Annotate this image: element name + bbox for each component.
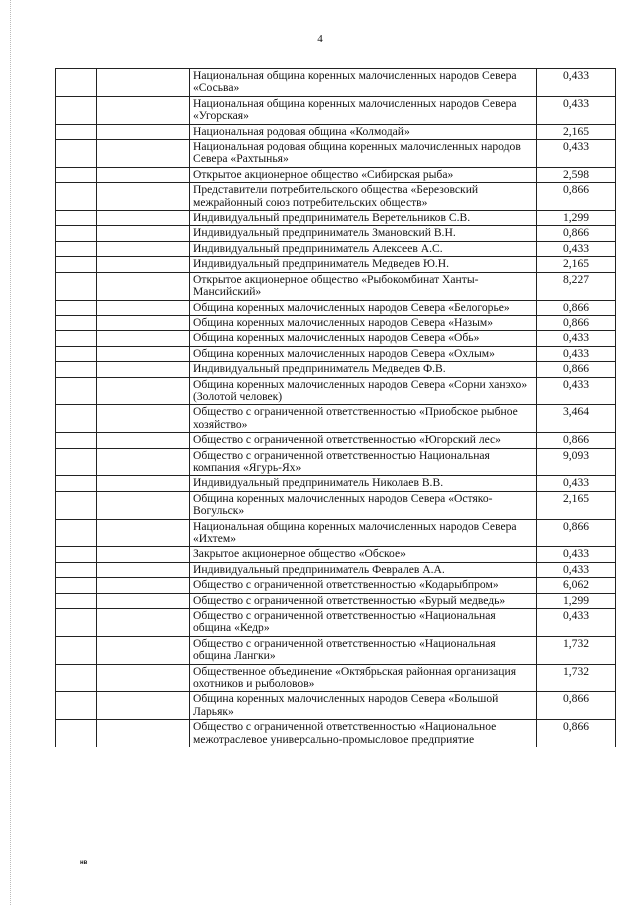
empty-cell xyxy=(97,593,190,608)
quota-value: 0,433 xyxy=(537,241,616,256)
empty-cell xyxy=(97,362,190,377)
table-row xyxy=(56,609,616,637)
table-row xyxy=(56,257,616,272)
empty-cell xyxy=(97,272,190,300)
empty-cell xyxy=(97,562,190,577)
quota-value: 0,433 xyxy=(537,547,616,562)
table-row xyxy=(56,448,616,476)
table-row xyxy=(56,211,616,226)
empty-cell xyxy=(56,257,97,272)
quota-value: 0,433 xyxy=(537,346,616,361)
empty-cell xyxy=(56,124,97,139)
table-row xyxy=(56,547,616,562)
footer-code: нв xyxy=(80,860,88,866)
organization-name: Общественное объединение «Октябрьская районная организация охотников и рыболовов» xyxy=(190,664,537,692)
empty-cell xyxy=(97,636,190,664)
quota-value: 1,732 xyxy=(537,636,616,664)
organization-name: Национальная община коренных малочисленных народов Севера «Сосьва» xyxy=(190,69,537,97)
table-row xyxy=(56,636,616,664)
quota-value: 6,062 xyxy=(537,578,616,593)
organization-name: Общество с ограниченной ответственностью Национальная компания «Ягурь-Ях» xyxy=(190,448,537,476)
empty-cell xyxy=(56,609,97,637)
empty-cell xyxy=(97,692,190,720)
organization-name: Национальная община коренных малочисленных народов Севера «Угорская» xyxy=(190,96,537,124)
quota-value: 8,227 xyxy=(537,272,616,300)
organization-name: Общество с ограниченной ответственностью «Национальное межотраслевое универсально-промысловое предприятие xyxy=(190,720,537,747)
empty-cell xyxy=(97,346,190,361)
empty-cell xyxy=(97,405,190,433)
empty-cell xyxy=(97,377,190,405)
organization-name: Индивидуальный предприниматель Февралев А.А. xyxy=(190,562,537,577)
organization-name: Общество с ограниченной ответственностью «Югорский лес» xyxy=(190,433,537,448)
empty-cell xyxy=(56,241,97,256)
empty-cell xyxy=(97,300,190,315)
organization-name: Общество с ограниченной ответственностью «Национальная община Лангки» xyxy=(190,636,537,664)
table-row xyxy=(56,331,616,346)
table-row xyxy=(56,476,616,491)
organization-name: Национальная община коренных малочисленных народов Севера «Ихтем» xyxy=(190,519,537,547)
empty-cell xyxy=(56,593,97,608)
table-row xyxy=(56,226,616,241)
empty-cell xyxy=(56,300,97,315)
table-row xyxy=(56,578,616,593)
quota-value: 1,299 xyxy=(537,211,616,226)
quota-value: 9,093 xyxy=(537,448,616,476)
empty-cell xyxy=(97,315,190,330)
empty-cell xyxy=(97,519,190,547)
quota-value: 0,866 xyxy=(537,226,616,241)
quota-value: 0,433 xyxy=(537,609,616,637)
quota-value: 1,299 xyxy=(537,593,616,608)
quota-value: 0,866 xyxy=(537,692,616,720)
table-row xyxy=(56,167,616,182)
empty-cell xyxy=(97,433,190,448)
empty-cell xyxy=(56,405,97,433)
scan-margin-line xyxy=(10,0,11,905)
table-row xyxy=(56,315,616,330)
empty-cell xyxy=(97,331,190,346)
organization-name: Индивидуальный предприниматель Змановский В.Н. xyxy=(190,226,537,241)
organization-name: Национальная родовая община коренных малочисленных народов Севера «Рахтынья» xyxy=(190,140,537,168)
organization-name: Индивидуальный предприниматель Николаев В.В. xyxy=(190,476,537,491)
empty-cell xyxy=(97,664,190,692)
quota-value: 0,866 xyxy=(537,315,616,330)
quota-value: 3,464 xyxy=(537,405,616,433)
empty-cell xyxy=(56,362,97,377)
empty-cell xyxy=(97,578,190,593)
table-row xyxy=(56,433,616,448)
empty-cell xyxy=(56,331,97,346)
empty-cell xyxy=(97,476,190,491)
quota-value: 0,866 xyxy=(537,362,616,377)
empty-cell xyxy=(56,96,97,124)
table-row xyxy=(56,720,616,747)
organization-name: Община коренных малочисленных народов Севера «Большой Ларьяк» xyxy=(190,692,537,720)
empty-cell xyxy=(97,211,190,226)
empty-cell xyxy=(97,491,190,519)
empty-cell xyxy=(97,69,190,97)
table-row xyxy=(56,377,616,405)
quota-value: 2,165 xyxy=(537,491,616,519)
empty-cell xyxy=(56,664,97,692)
organization-name: Община коренных малочисленных народов Севера «Белогорье» xyxy=(190,300,537,315)
organization-name: Открытое акционерное общество «Рыбокомбинат Ханты-Мансийский» xyxy=(190,272,537,300)
organization-name: Представители потребительского общества «Березовский межрайонный союз потребительских обществ» xyxy=(190,183,537,211)
organization-name: Община коренных малочисленных народов Севера «Обь» xyxy=(190,331,537,346)
empty-cell xyxy=(97,140,190,168)
empty-cell xyxy=(56,448,97,476)
quota-value: 1,732 xyxy=(537,664,616,692)
quota-table-body xyxy=(56,69,616,748)
table-row xyxy=(56,562,616,577)
organization-name: Общество с ограниченной ответственностью «Кодарыбпром» xyxy=(190,578,537,593)
organization-name: Община коренных малочисленных народов Севера «Остяко-Вогульск» xyxy=(190,491,537,519)
empty-cell xyxy=(97,96,190,124)
quota-value: 0,866 xyxy=(537,300,616,315)
empty-cell xyxy=(56,547,97,562)
table-row xyxy=(56,692,616,720)
table-row xyxy=(56,593,616,608)
quota-value: 0,866 xyxy=(537,720,616,747)
empty-cell xyxy=(56,692,97,720)
page-number: 4 xyxy=(317,33,323,45)
empty-cell xyxy=(56,519,97,547)
organization-name: Индивидуальный предприниматель Алексеев А.С. xyxy=(190,241,537,256)
empty-cell xyxy=(56,226,97,241)
empty-cell xyxy=(56,167,97,182)
empty-cell xyxy=(56,433,97,448)
quota-value: 0,433 xyxy=(537,140,616,168)
quota-value: 0,433 xyxy=(537,331,616,346)
organization-name: Община коренных малочисленных народов Севера «Назым» xyxy=(190,315,537,330)
quota-value: 0,433 xyxy=(537,69,616,97)
empty-cell xyxy=(56,272,97,300)
empty-cell xyxy=(56,377,97,405)
empty-cell xyxy=(97,241,190,256)
organization-name: Община коренных малочисленных народов Севера «Сорни ханэхо» (Золотой человек) xyxy=(190,377,537,405)
empty-cell xyxy=(97,124,190,139)
empty-cell xyxy=(56,491,97,519)
empty-cell xyxy=(97,167,190,182)
organization-name: Открытое акционерное общество «Сибирская рыба» xyxy=(190,167,537,182)
quota-value: 0,433 xyxy=(537,377,616,405)
table-row xyxy=(56,183,616,211)
empty-cell xyxy=(97,183,190,211)
empty-cell xyxy=(97,720,190,747)
empty-cell xyxy=(56,476,97,491)
quota-value: 0,433 xyxy=(537,562,616,577)
organization-name: Общество с ограниченной ответственностью «Приобское рыбное хозяйство» xyxy=(190,405,537,433)
quota-value: 0,433 xyxy=(537,96,616,124)
empty-cell xyxy=(56,140,97,168)
empty-cell xyxy=(56,346,97,361)
table-row xyxy=(56,664,616,692)
table-row xyxy=(56,362,616,377)
table-row xyxy=(56,272,616,300)
organization-name: Общество с ограниченной ответственностью «Бурый медведь» xyxy=(190,593,537,608)
table-row xyxy=(56,346,616,361)
quota-value: 2,165 xyxy=(537,124,616,139)
quota-value: 0,866 xyxy=(537,183,616,211)
table-row xyxy=(56,405,616,433)
quota-value: 2,165 xyxy=(537,257,616,272)
organization-name: Индивидуальный предприниматель Медведев Ю.Н. xyxy=(190,257,537,272)
quota-value: 2,598 xyxy=(537,167,616,182)
empty-cell xyxy=(56,578,97,593)
table-row xyxy=(56,96,616,124)
empty-cell xyxy=(56,562,97,577)
empty-cell xyxy=(56,69,97,97)
empty-cell xyxy=(56,211,97,226)
organization-name: Индивидуальный предприниматель Веретельников С.В. xyxy=(190,211,537,226)
quota-table xyxy=(55,68,616,747)
empty-cell xyxy=(56,636,97,664)
empty-cell xyxy=(97,448,190,476)
empty-cell xyxy=(97,226,190,241)
empty-cell xyxy=(97,257,190,272)
quota-value: 0,866 xyxy=(537,519,616,547)
table-row xyxy=(56,69,616,97)
table-row xyxy=(56,124,616,139)
organization-name: Община коренных малочисленных народов Севера «Охлым» xyxy=(190,346,537,361)
table-row xyxy=(56,300,616,315)
table-row xyxy=(56,519,616,547)
table-row xyxy=(56,140,616,168)
empty-cell xyxy=(97,547,190,562)
table-row xyxy=(56,491,616,519)
quota-value: 0,433 xyxy=(537,476,616,491)
quota-value: 0,866 xyxy=(537,433,616,448)
table-row xyxy=(56,241,616,256)
organization-name: Индивидуальный предприниматель Медведев Ф.В. xyxy=(190,362,537,377)
empty-cell xyxy=(56,315,97,330)
organization-name: Закрытое акционерное общество «Обское» xyxy=(190,547,537,562)
organization-name: Общество с ограниченной ответственностью «Национальная община «Кедр» xyxy=(190,609,537,637)
empty-cell xyxy=(56,720,97,747)
empty-cell xyxy=(56,183,97,211)
empty-cell xyxy=(97,609,190,637)
organization-name: Национальная родовая община «Колмодай» xyxy=(190,124,537,139)
